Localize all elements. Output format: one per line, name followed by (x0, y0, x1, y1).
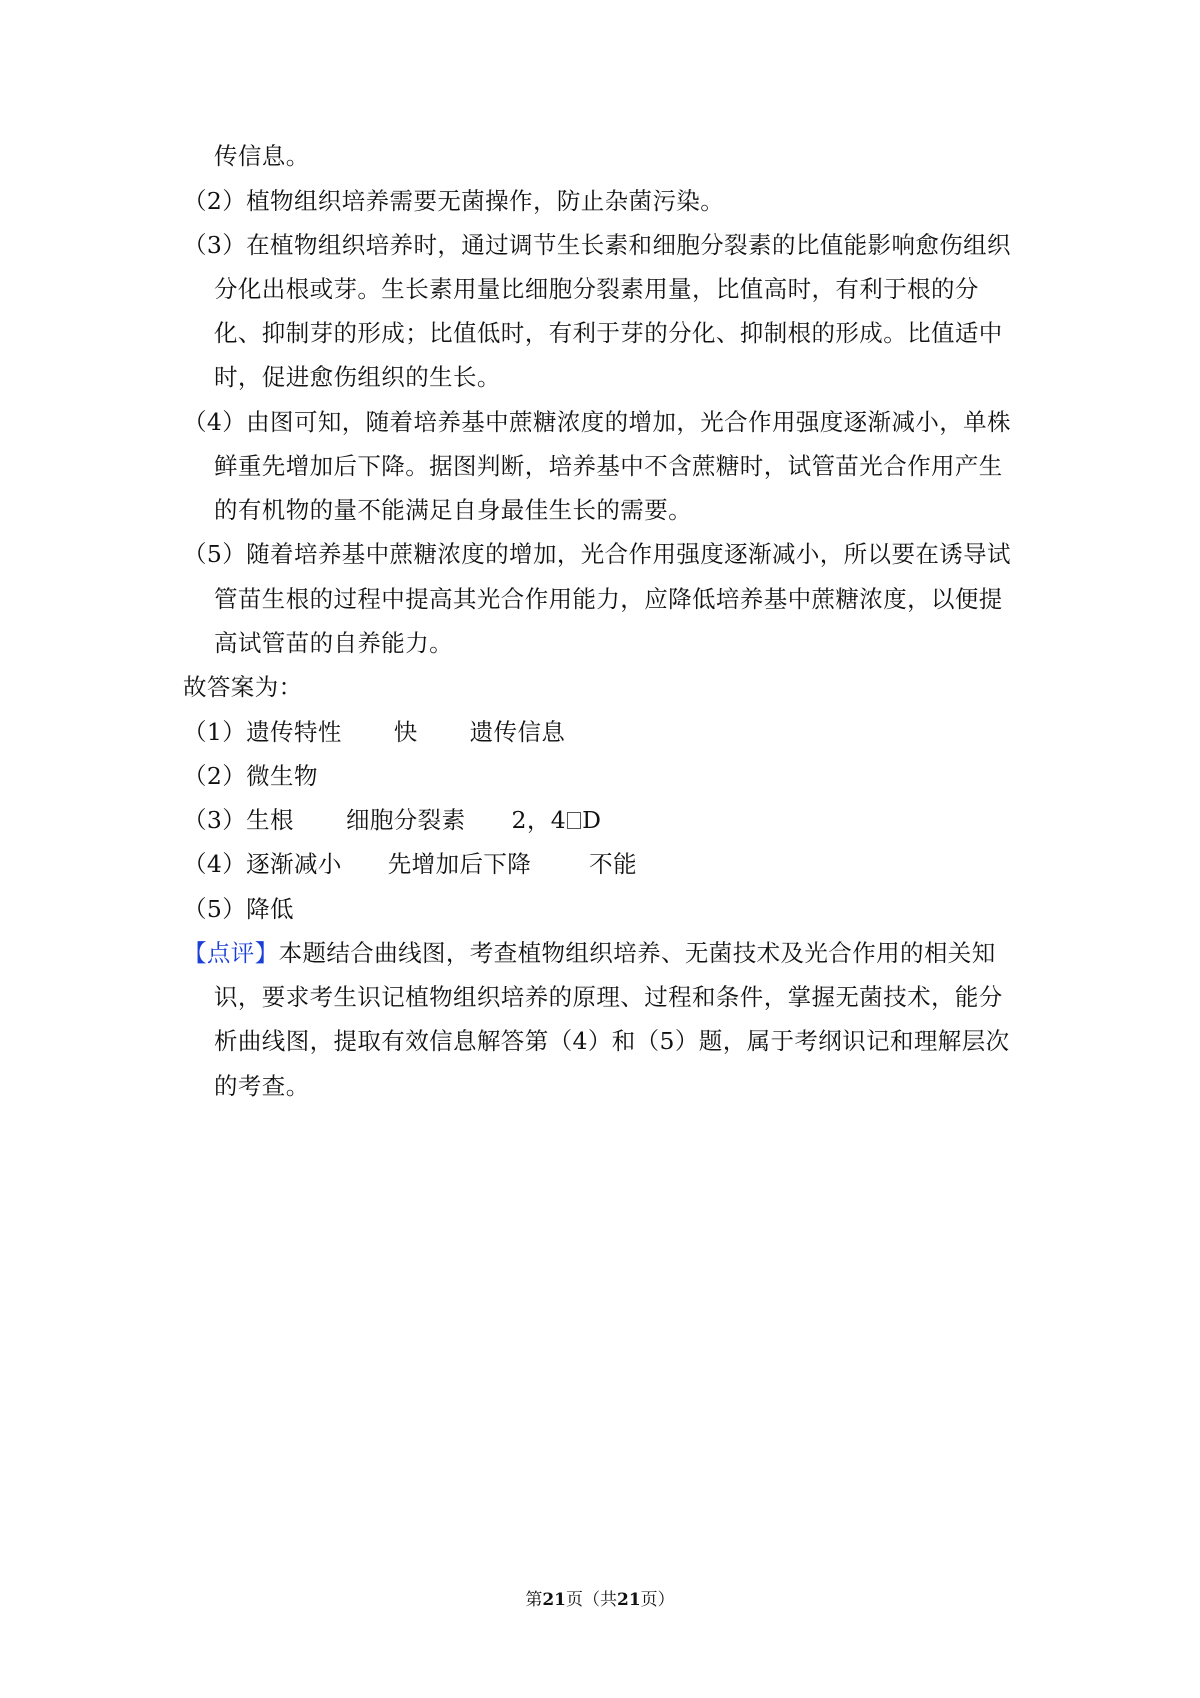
text-line: （3）在植物组织培养时，通过调节生长素和细胞分裂素的比值能影响愈伤组织 (183, 231, 1011, 259)
answer-number: （3） (183, 806, 247, 834)
footer-total-pages: 21 (617, 1590, 641, 1610)
answer-part: 微生物 (246, 762, 318, 790)
answer-part: 生根 (246, 806, 294, 834)
review-line-3: 析曲线图，提取有效信息解答第（4）和（5）题，属于考纲识记和理解层次 (214, 1027, 1010, 1055)
answer-part: 2，4 (511, 806, 567, 834)
answer-number: （5） (183, 895, 247, 923)
answer-number: （1） (183, 718, 247, 746)
text-line: 化、抑制芽的形成；比值低时，有利于芽的分化、抑制根的形成。比值适中 (214, 319, 1003, 347)
footer-post: 页） (640, 1590, 675, 1610)
answer-line-1 (183, 717, 565, 747)
answer-line-4 (183, 849, 637, 879)
answer-number: （2） (183, 762, 247, 790)
answer-number: （4） (183, 850, 247, 878)
review-text: 本题结合曲线图，考查植物组织培养、无菌技术及光合作用的相关知 (278, 939, 996, 967)
text-line: 时，促进愈伤组织的生长。 (214, 363, 501, 391)
answer-heading: 故答案为： (183, 673, 303, 701)
text-line: 分化出根或芽。生长素用量比细胞分裂素用量，比值高时，有利于根的分 (214, 275, 979, 303)
review-line-4: 的考查。 (214, 1072, 310, 1100)
answer-line-2 (183, 761, 318, 791)
text-line: 高试管苗的自养能力。 (214, 629, 453, 657)
answer-part: D (582, 806, 602, 834)
missing-glyph-box (567, 812, 581, 829)
text-line: 鲜重先增加后下降。据图判断，培养基中不含蔗糖时，试管苗光合作用产生 (214, 452, 1003, 480)
page-footer (0, 1589, 1200, 1611)
text-line: （5）随着培养基中蔗糖浓度的增加，光合作用强度逐渐减小，所以要在诱导试 (183, 540, 1011, 568)
footer-mid: 页（共 (566, 1590, 617, 1610)
answer-part: 先增加后下降 (387, 850, 532, 878)
answer-line-3 (183, 805, 601, 835)
text-line: 传信息。 (214, 142, 310, 170)
footer-pre: 第 (525, 1590, 543, 1610)
text-line: 的有机物的量不能满足自身最佳生长的需要。 (214, 496, 692, 524)
answer-part: 遗传信息 (469, 718, 566, 746)
text-line: 管苗生根的过程中提高其光合作用能力，应降低培养基中蔗糖浓度，以便提 (214, 585, 1003, 613)
answer-part: 逐渐减小 (246, 850, 342, 878)
answer-part: 快 (393, 718, 418, 746)
text-line: （4）由图可知，随着培养基中蔗糖浓度的增加，光合作用强度逐渐减小，单株 (183, 408, 1011, 436)
answer-part: 不能 (589, 850, 637, 878)
footer-page-number: 21 (542, 1590, 566, 1610)
answer-part: 遗传特性 (246, 718, 342, 746)
answer-part: 降低 (246, 895, 294, 923)
review-tag: 【点评】 (183, 939, 279, 967)
review-line-1 (183, 938, 996, 968)
answer-part: 细胞分裂素 (345, 806, 466, 834)
text-line: （2）植物组织培养需要无菌操作，防止杂菌污染。 (183, 187, 725, 215)
review-line-2: 识，要求考生识记植物组织培养的原理、过程和条件，掌握无菌技术，能分 (214, 983, 1003, 1011)
answer-line-5 (183, 894, 294, 924)
